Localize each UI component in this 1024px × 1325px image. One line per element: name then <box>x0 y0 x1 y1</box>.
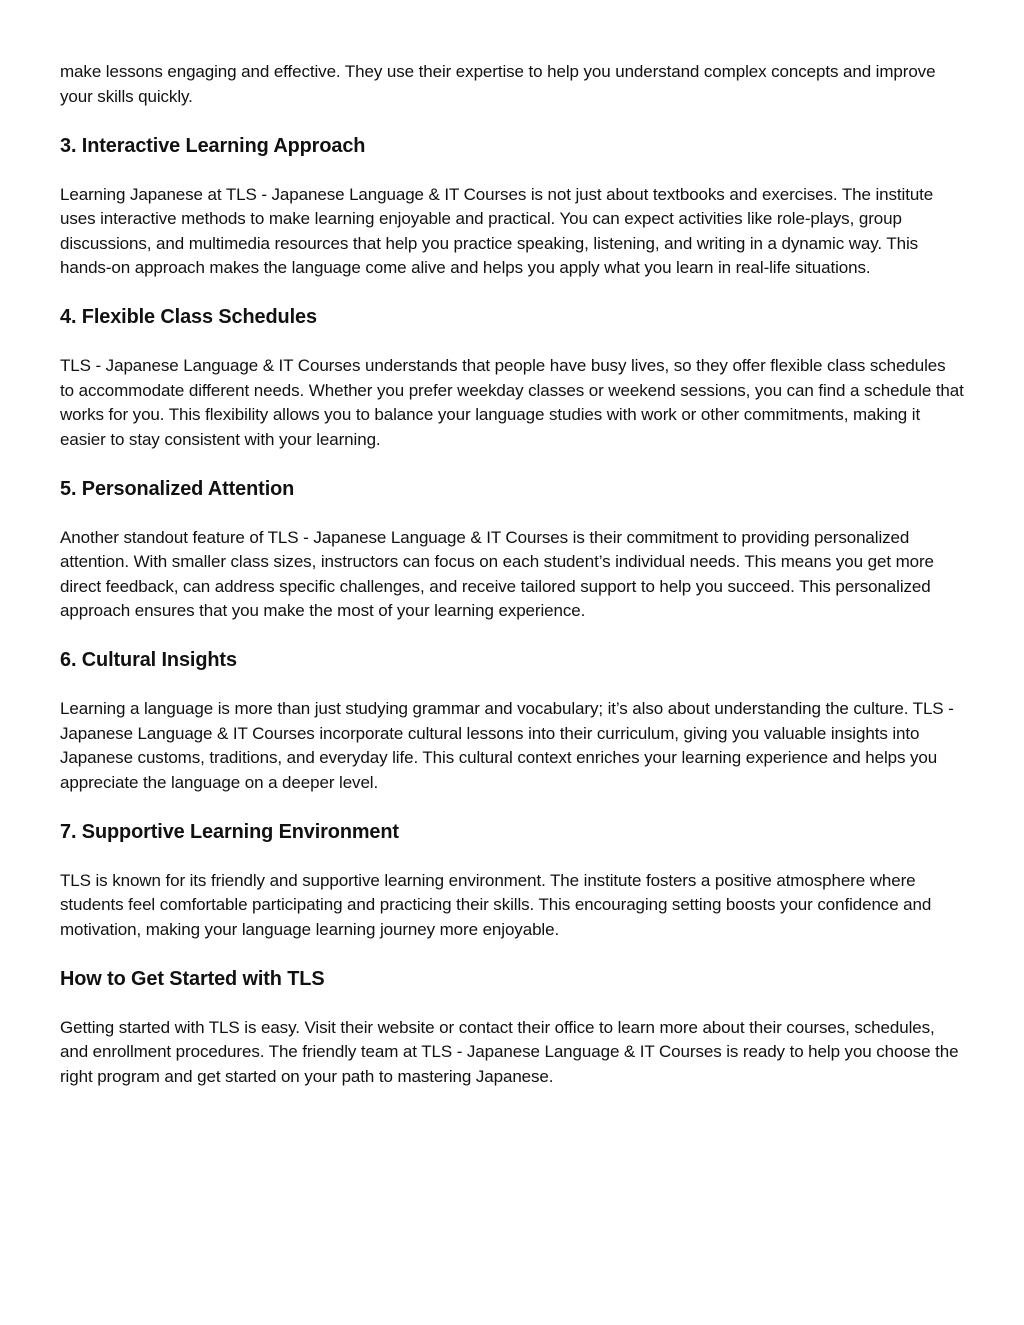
section-heading-get-started: How to Get Started with TLS <box>60 967 325 990</box>
document-page <box>60 60 964 1114</box>
section-heading-interactive-learning: 3. Interactive Learning Approach <box>60 134 366 157</box>
intro-paragraph: make lessons engaging and effective. They use their expertise to help you understand complex concepts and improve your skills quickly. <box>60 62 936 106</box>
section-body-personalized-attention: Another standout feature of TLS - Japanese Language & IT Courses is their commitment to providing personalized attention. With smaller class sizes, instructors can focus on each student’s individual needs. This means you get more direct feedback, can address specific challenges, and receive tailored support to help you succeed. This personalized approach ensures that you make the most of your learning experience. <box>60 527 934 620</box>
section-body-interactive-learning: Learning Japanese at TLS - Japanese Language & IT Courses is not just about textbooks and exercises. The institute uses interactive methods to make learning enjoyable and practical. You can expect activities like role-plays, group discussions, and multimedia resources that help you practice speaking, listening, and writing in a dynamic way. This hands-on approach makes the language come alive and helps you apply what you learn in real-life situations. <box>60 184 934 277</box>
section-body-flexible-schedules: TLS - Japanese Language & IT Courses understands that people have busy lives, so they offer flexible class schedules to accommodate different needs. Whether you prefer weekday classes or weekend sessions, you can find a schedule that works for you. This flexibility allows you to balance your language studies with work or other commitments, making it easier to stay consistent with your learning. <box>60 356 964 449</box>
section-body-supportive-environment: TLS is known for its friendly and supportive learning environment. The institute fosters a positive atmosphere where students feel comfortable participating and practicing their skills. This encouraging setting boosts your confidence and motivation, making your language learning journey more enjoyable. <box>60 870 932 939</box>
section-body-get-started: Getting started with TLS is easy. Visit their website or contact their office to learn more about their courses, schedules, and enrollment procedures. The friendly team at TLS - Japanese Language & IT Courses is ready to help you choose the right program and get started on your path to mastering Japanese. <box>60 1017 959 1086</box>
section-heading-supportive-environment: 7. Supportive Learning Environment <box>60 820 399 843</box>
section-body-cultural-insights: Learning a language is more than just studying grammar and vocabulary; it’s also about understanding the culture. TLS - Japanese Language & IT Courses incorporate cultural lessons into their curriculum, giving you valuable insights into Japanese customs, traditions, and everyday life. This cultural context enriches your learning experience and helps you appreciate the language on a deeper level. <box>60 699 954 792</box>
section-heading-cultural-insights: 6. Cultural Insights <box>60 649 237 671</box>
section-heading-flexible-schedules: 4. Flexible Class Schedules <box>60 306 317 328</box>
section-heading-personalized-attention: 5. Personalized Attention <box>60 477 295 500</box>
